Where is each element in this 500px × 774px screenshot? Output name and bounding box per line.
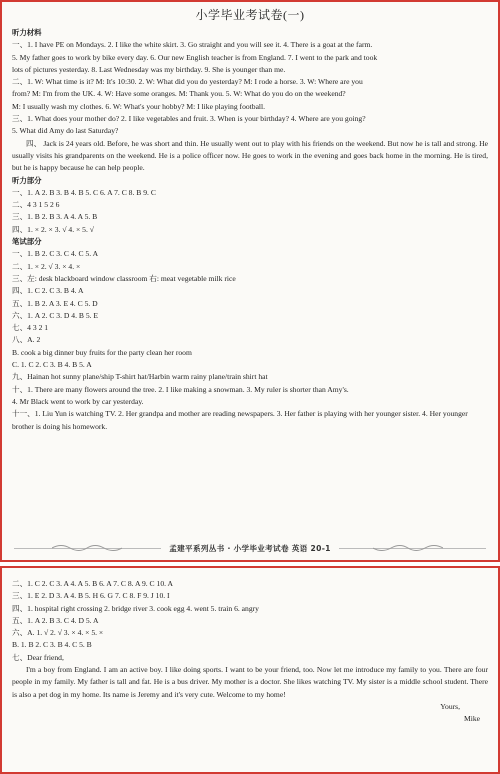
- section-header-listening-part: 听力部分: [12, 175, 42, 185]
- answer-line: 八、A. 2: [12, 335, 41, 345]
- answer-line: 二、1. C 2. C 3. A 4. A 5. B 6. A 7. C 8. A 9. C 10. A: [12, 579, 173, 588]
- answer-line: 五、1. B 2. A 3. E 4. C 5. D: [12, 298, 98, 308]
- text-line: 三、1. What does your mother do? 2. I like vegetables and fruit. 3. When is your birthday? 4. Where are you going?: [12, 114, 366, 124]
- section-header-listening-material: 听力材料: [12, 28, 42, 37]
- text-line: 一、1. I have PE on Mondays. 2. I like the white skirt. 3. Go straight and you will see it. 4. There is a goat at the farm.: [12, 40, 373, 50]
- answer-line: 二、4 3 1 5 2 6: [12, 200, 60, 210]
- text-line: from? M: I'm from the UK. 4. W: Have some oranges. M: Thank you. 5. W: What do you do on the weekend?: [12, 89, 346, 99]
- page-title: 小学毕业考试卷(一): [195, 8, 305, 22]
- text-line: 二、1. W: What time is it? M: It's 10:30. 2. W: What did you do yesterday? M: I rode a horse. 3. W: Where are you: [12, 77, 363, 87]
- answer-line: 三、左: desk blackboard window classroom 右: meat vegetable milk rice: [12, 273, 236, 283]
- section-header-written-part: 笔试部分: [12, 237, 42, 247]
- text-line: lots of pictures yesterday. 8. Last Wednesday was my birthday. 9. She is younger than me.: [12, 64, 286, 74]
- answer-line: 五、1. A 2. B 3. C 4. D 5. A: [12, 615, 99, 625]
- wave-decoration-icon: [373, 543, 443, 553]
- answer-line: 4. Mr Black went to work by car yesterday.: [12, 396, 144, 406]
- answer-line: 三、1. E 2. D 3. A 4. B 5. H 6. G 7. C 8. F 9. J 10. I: [12, 591, 170, 601]
- letter-signature: Mike: [463, 714, 480, 724]
- answer-line: 三、1. B 2. B 3. A 4. A 5. B: [12, 212, 98, 222]
- answer-sheet-page-2: [0, 566, 500, 774]
- text-line: 5. What did Amy do last Saturday?: [12, 126, 119, 136]
- answer-line: 十、1. There are many flowers around the tree. 2. I like making a snowman. 3. My ruler is shorter than Amy's.: [12, 384, 349, 394]
- letter-body: I'm a boy from England. I am an active boy. I like doing sports. I want to be your friend, too. Now let me introduce my family to you. There are four people in my family. My father is tall and fat. He is a bus driver. My mother is a doctor. She likes watching TV. My sister is a middle school student. There is also a pet dog in my home. Its name is Jeremy and it's very cute. Welcome to my home!: [12, 665, 488, 699]
- answer-line: C. 1. C 2. C 3. B 4. B 5. A: [12, 360, 92, 370]
- answer-line: 四、1. × 2. × 3. √ 4. × 5. √: [12, 224, 94, 234]
- letter-closing: Yours,: [440, 701, 460, 711]
- text-line: M: I usually wash my clothes. 6. W: What's your hobby? M: I like playing football.: [12, 101, 266, 111]
- answer-line: 六、1. A 2. C 3. D 4. B 5. E: [12, 310, 99, 320]
- answer-line: 四、1. C 2. C 3. B 4. A: [12, 286, 84, 296]
- answer-line: 一、1. A 2. B 3. B 4. B 5. C 6. A 7. C 8. B 9. C: [12, 187, 156, 197]
- answer-line: 六、A. 1. √ 2. √ 3. × 4. × 5. ×: [12, 628, 104, 638]
- answer-line: B. cook a big dinner buy fruits for the party clean her room: [12, 347, 192, 357]
- letter-greeting: 七、Dear friend,: [12, 652, 64, 662]
- answer-line: 二、1. × 2. √ 3. × 4. ×: [12, 261, 81, 271]
- footer-text: 孟建平系列丛书 · 小学毕业考试卷 英语 20-1: [161, 543, 338, 554]
- answer-line: B. 1. B 2. C 3. B 4. C 5. B: [12, 640, 92, 650]
- answer-line: 一、1. B 2. C 3. C 4. C 5. A: [12, 249, 99, 259]
- answer-line: 七、4 3 2 1: [12, 323, 49, 333]
- page-footer: [2, 540, 498, 556]
- text-line: 5. My father goes to work by bike every day. 6. Our new English teacher is from England. 7. I went to the park and took: [12, 52, 378, 62]
- answer-paragraph: 十一、1. Liu Yun is watching TV. 2. Her grandpa and mother are reading newspapers. 3. Her father is playing with her younger sister. 4. Her younger brother is doing his homework.: [12, 409, 468, 431]
- wave-decoration-icon: [52, 543, 122, 553]
- answer-line: 四、1. hospital right crossing 2. bridge river 3. cook egg 4. went 5. train 6. angry: [12, 603, 259, 613]
- answer-line: 九、Hainan hot sunny plane/ship T-shirt hat/Harbin warm rainy plane/train shirt hat: [12, 372, 268, 382]
- listening-passage: 四、 Jack is 24 years old. Before, he was short and thin. He usually went out to play with his friends on the weekend. But now he is tall and strong. He usually visits his grandparents on the weekend. He is a police officer now. He goes to work in the evening and goes back home in the morning. He is tired, but he is happy because he can help people.: [12, 138, 488, 173]
